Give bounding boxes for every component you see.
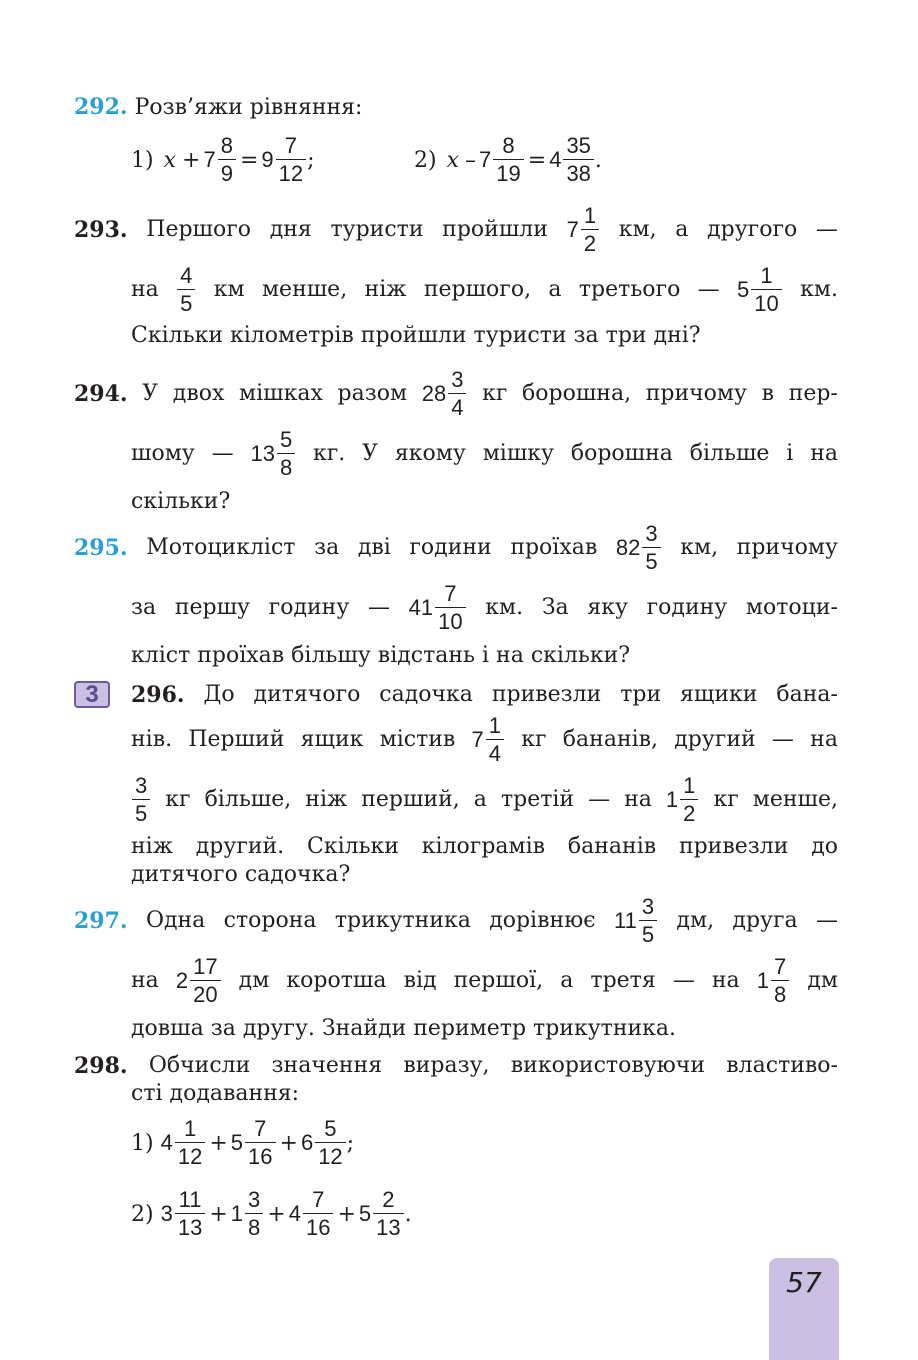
equation-2: 2) x – 7 8 19 = 4 35 38 . [414,133,602,186]
problem-296-line-5: дитячого садочка? [131,862,351,887]
mixed-number: 5 7 16 [231,1117,277,1169]
mixed-number: 41 7 10 [409,583,467,633]
mixed-number: 82 3 5 [616,523,662,573]
problem-text: Розв’яжи рівняння: [134,95,363,120]
mixed-number: 7 1 4 [472,715,506,765]
problem-297-line-2: на 2 17 20 дм коротша від першої, а третя — на 1 7 8 дм [131,954,838,1007]
problem-296-line-1: 296. До дитячого садочка привезли три ящики бана- [131,682,838,708]
expression-1: 1) 4 1 12 + 5 7 16 + 6 5 12 ; [131,1116,355,1169]
problem-295-line-1: 295. Мотоцикліст за дві години проїхав 82 3 5 км, причому [74,521,838,574]
mixed-number: 5 1 10 [737,265,783,315]
mixed-number: 5 2 13 [359,1188,405,1240]
problem-number: 298. [74,1053,128,1079]
problem-number: 294. [74,381,128,407]
problem-294-line-2: шому — 13 5 8 кг. У якому мішку борошна більше і на [131,427,838,480]
problem-296-line-2: нів. Перший ящик містив 7 1 4 кг бананів, другий — на [131,713,838,766]
problem-296-line-3: 3 5 кг більше, ніж перший, а третій — на 1 1 2 кг менше, [131,770,838,830]
mixed-number: 7 8 19 [479,134,525,186]
problem-298-line-1: 298. Обчисли значення виразу, використовуючи властиво- [74,1053,838,1079]
problem-number: 292. [74,94,128,120]
problem-number: 296. [131,682,185,708]
problem-294-line-1: 294. У двох мішках разом 28 3 4 кг борошна, причому в пер- [74,367,838,420]
mixed-number: 1 1 2 [666,775,700,825]
problem-297-line-3: довша за другу. Знайди периметр трикутника. [131,1016,677,1041]
problem-297-line-1: 297. Одна сторона трикутника дорівнює 11 3 5 дм, друга — [74,894,838,947]
mixed-number: 28 3 4 [422,369,468,419]
mixed-number: 6 5 12 [301,1117,347,1169]
page-number-tab [769,1258,839,1360]
problem-295-line-3: кліст проїхав більшу відстань і на скільки? [131,643,631,668]
problem-294-line-3: скільки? [131,489,231,514]
mixed-number: 7 1 2 [567,205,601,255]
mixed-number: 4 1 12 [161,1117,207,1169]
difficulty-badge: 3 [74,681,110,708]
mixed-number: 2 17 20 [176,956,222,1006]
problem-293-line-2: на 4 5 км менше, ніж першого, а третього — 5 1 10 км. [131,263,838,316]
mixed-number: 1 7 8 [757,956,791,1006]
problem-number: 295. [74,535,128,561]
problem-292-heading [74,94,362,121]
problem-number: 297. [74,908,128,934]
fraction: 4 5 [177,265,195,315]
problem-number: 293. [74,217,128,243]
problem-295-line-2: за першу годину — 41 7 10 км. За яку годину мотоци- [131,581,838,634]
problem-296-line-4: ніж другий. Скільки кілограмів бананів привезли до [131,834,838,859]
equation-1: 1) x + 7 8 9 = 9 7 12 ; [131,133,315,186]
expression-2: 2) 3 11 13 + 1 3 8 + 4 7 16 + 5 2 13 . [131,1187,412,1240]
mixed-number: 4 35 38 [549,134,595,186]
mixed-number: 1 3 8 [231,1188,265,1240]
problem-293-line-3: Скільки кілометрів пройшли туристи за три дні? [131,323,701,348]
mixed-number: 13 5 8 [250,429,296,479]
problem-298-line-2: сті додавання: [131,1081,300,1106]
page-number: 57 [786,1266,822,1299]
fraction: 3 5 [132,775,150,825]
problem-293-line-1: 293. Першого дня туристи пройшли 7 1 2 км, а другого — [74,203,838,256]
mixed-number: 9 7 12 [261,134,307,186]
mixed-number: 11 3 5 [614,896,658,946]
mixed-number: 4 7 16 [289,1188,335,1240]
mixed-number: 3 11 13 [161,1188,207,1240]
mixed-number: 7 8 9 [203,134,237,186]
